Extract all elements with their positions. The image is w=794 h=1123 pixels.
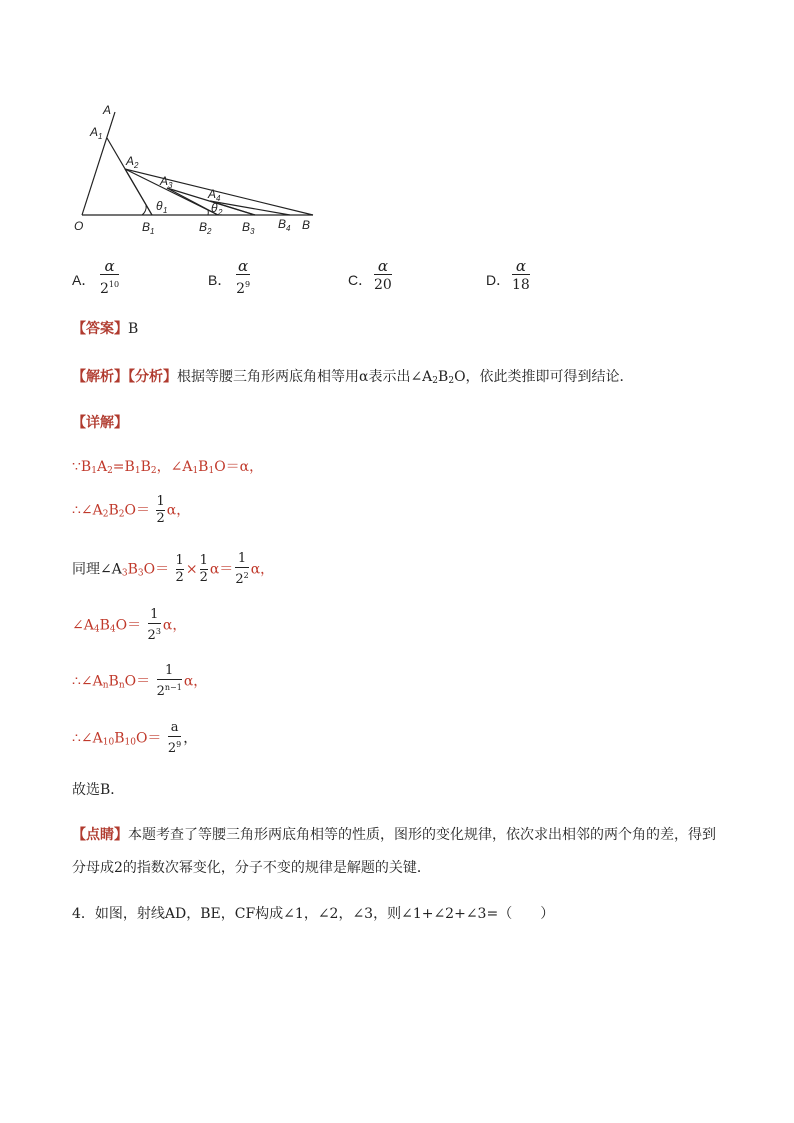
step-6: $\therefore\angle A_{10}B_{10}O=$ $\frac{a}{2^9}$ ， [72, 720, 198, 756]
choice-a[interactable] [72, 258, 192, 302]
step-1: $\because B_1A_2=B_1B_2$，$\angle A_1B_1O=\alpha$， [72, 459, 264, 476]
choice-d-label: D． [486, 272, 511, 288]
choice-b-denominator: 2 [236, 281, 245, 297]
label-A2: A [126, 154, 135, 168]
label-theta2-sub: 2 [218, 208, 223, 217]
choice-c-label: C． [348, 272, 373, 288]
ray-OA [82, 112, 115, 215]
question-4: 4．如图，射线AD，BE，CF构成∠1，∠2，∠3，则∠1+∠2+∠3=（ ） [72, 906, 555, 922]
step-6-fraction: $\frac{a}{2^9}$ [167, 720, 182, 756]
comment-tag: 【点睛】 [72, 827, 128, 843]
choice-a-denominator: 2 [100, 281, 109, 297]
label-B3: B [242, 220, 251, 234]
choice-b[interactable] [208, 258, 328, 302]
analysis-line: 【解析】【分析】根据等腰三角形两底角相等用α表示出$\angle A_2B_2O$，依此类推即可得到结论． [72, 369, 634, 386]
label-B2: B [199, 220, 208, 234]
label-A2-sub: 2 [134, 161, 139, 170]
label-A: A [103, 103, 112, 117]
label-theta2: θ [211, 201, 218, 215]
label-B2-sub: 2 [207, 227, 212, 236]
choice-d[interactable] [486, 258, 606, 302]
choice-b-label: B． [208, 272, 232, 288]
geometry-figure [70, 100, 330, 240]
answer-value: B [128, 321, 139, 337]
detail-heading: 【详解】 [72, 415, 128, 431]
choice-c-fraction [374, 258, 392, 293]
choice-d-numerator: α [515, 257, 526, 275]
label-B1-sub: 1 [150, 227, 155, 236]
label-B4-sub: 4 [286, 224, 291, 233]
label-A4-sub: 4 [216, 194, 221, 203]
step-5-fraction: $\frac{1}{2^{n-1}}$ [156, 663, 182, 699]
step-3-fraction-3: $\frac{1}{2^2}$ [235, 551, 249, 587]
label-A1: A [90, 125, 99, 139]
choice-a-fraction [100, 258, 119, 297]
conclusion-line: 故选B． [72, 782, 125, 798]
comment-line-2: 分母成2的指数次幂变化，分子不变的规律是解题的关键． [72, 860, 431, 876]
analysis-text: 根据等腰三角形两底角相等用α表示出∠A [177, 369, 433, 385]
step-4-fraction: $\frac{1}{2^3}$ [147, 607, 161, 643]
choice-d-fraction [512, 258, 530, 293]
choice-a-exponent: 10 [108, 280, 120, 289]
label-B: B [302, 218, 311, 232]
label-A1-sub: 1 [98, 132, 103, 141]
label-B4: B [278, 217, 287, 231]
comment-line-1: 【点睛】本题考查了等腰三角形两底角相等的性质，图形的变化规律，依次求出相邻的两个角的差，得到 [72, 827, 716, 843]
step-3-fraction-2: $\frac{1}{2}$ [199, 553, 208, 585]
step-3: 同理$\angle A_3B_3O=$ $\frac{1}{2}$ × $\frac{1}{2}$ α＝ $\frac{1}{2^2}$ α， [72, 551, 275, 587]
step-2-fraction: $\frac{1}{2}$ [156, 494, 165, 526]
step-4: $\angle A_4B_4O=$ $\frac{1}{2^3}$ α， [72, 607, 187, 643]
answer-line [72, 318, 138, 338]
choice-c[interactable] [348, 258, 468, 302]
label-theta1: θ [156, 199, 163, 213]
choice-d-denominator: 18 [512, 277, 530, 293]
answer-tag: 【答案】 [72, 321, 128, 337]
choice-a-label: A． [72, 272, 96, 288]
step-2: $\therefore\angle A_2B_2O=$ $\frac{1}{2}$ α， [72, 494, 191, 526]
label-O: O [74, 219, 84, 233]
choice-b-fraction [236, 258, 250, 297]
label-A4: A [208, 187, 217, 201]
label-B1: B [142, 220, 151, 234]
label-A3-sub: 3 [168, 181, 173, 190]
step-3-fraction-1: $\frac{1}{2}$ [175, 553, 184, 585]
choice-c-denominator: 20 [374, 277, 392, 293]
label-theta1-sub: 1 [163, 206, 168, 215]
analysis-subtag: 【分析】 [128, 369, 177, 385]
choice-b-exponent: 9 [244, 280, 251, 289]
choice-c-numerator: α [377, 257, 388, 275]
analysis-tag: 【解析】 [72, 369, 128, 385]
choice-a-numerator: α [104, 257, 115, 275]
label-A3: A [160, 174, 169, 188]
angle-arc-theta1 [142, 205, 146, 215]
choice-b-numerator: α [238, 257, 249, 275]
figure-svg [70, 100, 330, 240]
analysis-tail: O，依此类推即可得到结论． [454, 369, 634, 385]
step-5: $\therefore\angle A_nB_nO=$ $\frac{1}{2^{n-1}}$ α， [72, 663, 208, 699]
label-B3-sub: 3 [250, 227, 255, 236]
